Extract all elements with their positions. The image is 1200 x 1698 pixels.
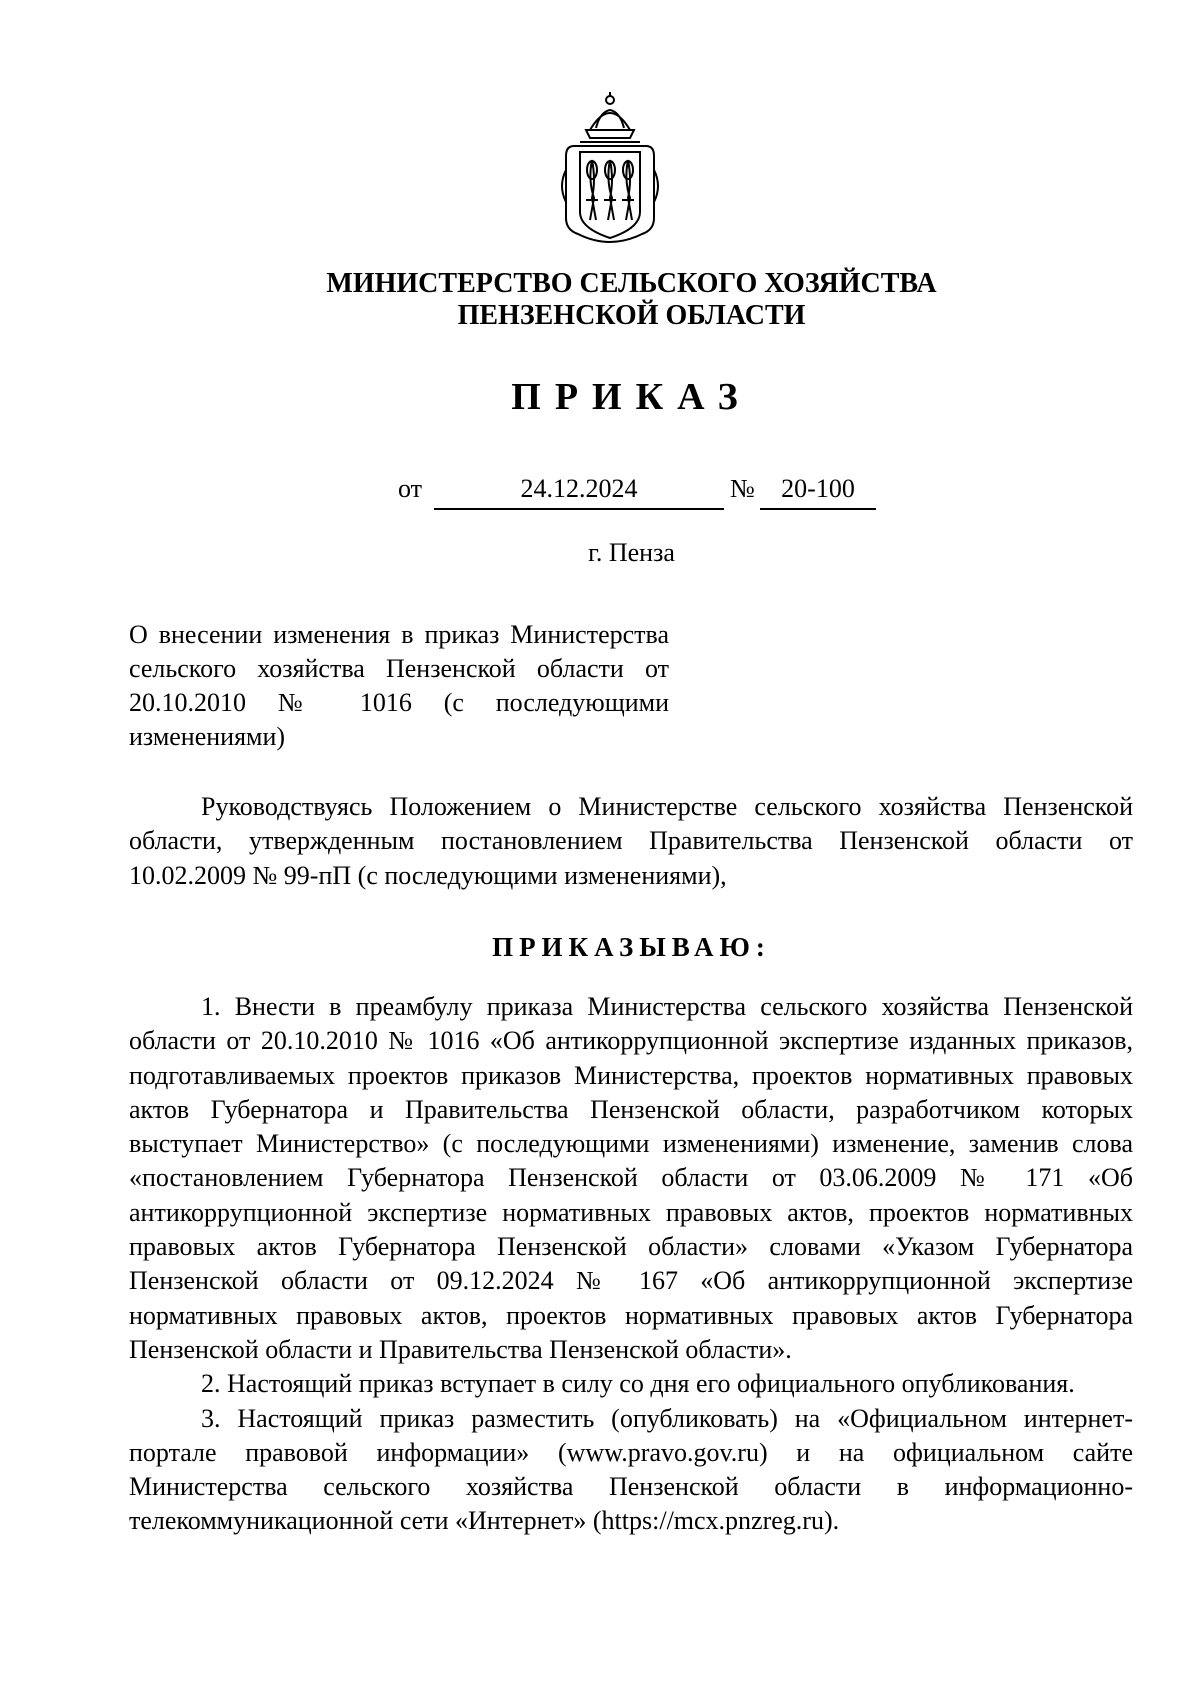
order-date: 24.12.2024: [434, 474, 724, 510]
ministry-line-1: МИНИСТЕРСТВО СЕЛЬСКОГО ХОЗЯЙСТВА: [326, 268, 937, 299]
order-item-2: 2. Настоящий приказ вступает в силу со дня его официального опубликования.: [201, 1369, 1075, 1399]
order-item-3: 3. Настоящий приказ разместить (опубликовать) на «Официальном интернет-портале правовой информации» (www.pravo.gov.ru) и на официальном сайте Министерства сельского хозяйства Пензенской области в информационно-телекоммуникационной сети «Интернет» (https://mcx.pnzreg.ru).: [129, 1403, 1133, 1536]
order-item-1: 1. Внести в преамбулу приказа Министерства сельского хозяйства Пензенской области от 20.10.2010 № 1016 «Об антикоррупционной экспертизе изданных приказов, подготавливаемых проектов приказов Министерства, проектов нормативных правовых актов Губернатора и Правительства Пензенской области, разработчиком которых выступает Министерство» (с последующими изменениями) изменение, заменив слова «постановлением Губернатора Пензенской области от 03.06.2009 № 171 «Об антикоррупционной экспертизе нормативных правовых актов, проектов нормативных правовых актов Губернатора Пензенской области» словами «Указом Губернатора Пензенской области от 09.12.2024 № 167 «Об антикоррупционной экспертизе нормативных правовых актов, проектов нормативных правовых актов Губернатора Пензенской области и Правительства Пензенской области».: [129, 992, 1133, 1364]
coat-of-arms-emblem: [556, 90, 664, 250]
order-subject: О внесении изменения в приказ Министерства сельского хозяйства Пензенской области от 20.10.2010 № 1016 (с последующими изменениями): [129, 620, 669, 751]
number-label: №: [730, 474, 755, 503]
order-items: [129, 990, 1133, 1539]
preamble-block: [129, 790, 1133, 893]
order-word: ПРИКАЗЫВАЮ:: [492, 932, 771, 962]
order-number: 20-100: [760, 474, 876, 510]
city-name: г. Пенза: [588, 538, 675, 567]
preamble-text: Руководствуясь Положением о Министерстве сельского хозяйства Пензенской области, утвержденным постановлением Правительства Пензенской области от 10.02.2009 № 99-пП (с последующими изменениями),: [129, 792, 1133, 890]
date-label: от: [398, 474, 423, 503]
ministry-name: [0, 268, 1200, 332]
document-type-title: ПРИКАЗ: [511, 376, 752, 418]
ministry-line-2: ПЕНЗЕНСКОЙ ОБЛАСТИ: [457, 300, 806, 331]
